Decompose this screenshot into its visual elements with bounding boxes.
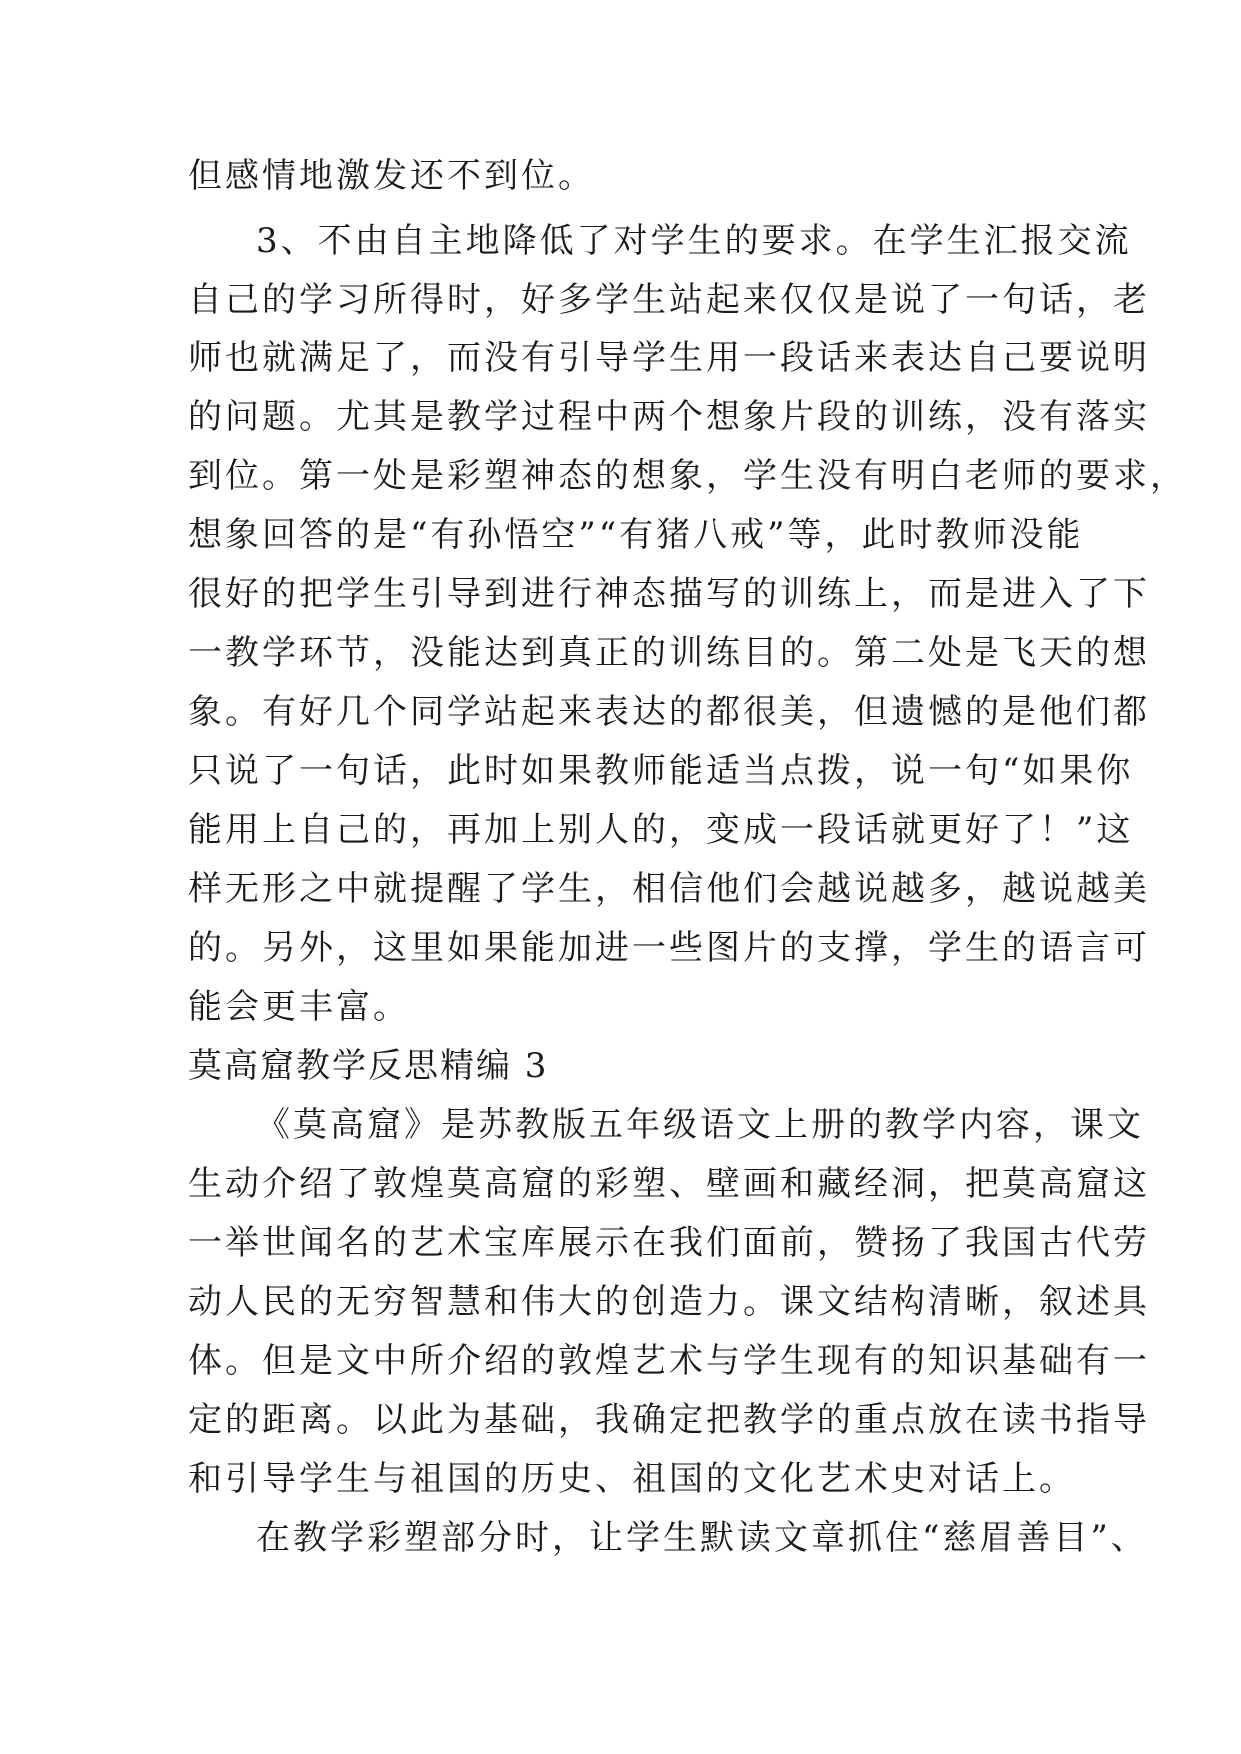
paragraph-line: 想象回答的是“有孙悟空”“有猪八戒”等，此时教师没能 — [188, 515, 1084, 555]
paragraph-line: 在教学彩塑部分时，让学生默读文章抓住“慈眉善目”、 — [256, 1518, 1148, 1558]
paragraph-line: 生动介绍了敦煌莫高窟的彩塑、壁画和藏经洞，把莫高窟这 — [188, 1164, 1150, 1204]
paragraph-line: 的。另外，这里如果能加进一些图片的支撑，学生的语言可 — [188, 928, 1150, 968]
paragraph-line: 能用上自己的，再加上别人的，变成一段话就更好了！”这 — [188, 810, 1134, 850]
paragraph-line: 象。有好几个同学站起来表达的都很美，但遗憾的是他们都 — [188, 692, 1150, 732]
paragraph-line: 动人民的无穷智慧和伟大的创造力。课文结构清晰，叙述具 — [188, 1282, 1150, 1322]
section-heading: 莫高窟教学反思精编 3 — [188, 1046, 549, 1086]
paragraph-line: 能会更丰富。 — [188, 987, 410, 1027]
paragraph-line: 和引导学生与祖国的历史、祖国的文化艺术史对话上。 — [188, 1459, 1076, 1499]
paragraph-line: 自己的学习所得时，好多学生站起来仅仅是说了一句话，老 — [188, 280, 1150, 320]
paragraph-line: 《莫高窟》是苏教版五年级语文上册的教学内容，课文 — [256, 1105, 1144, 1145]
paragraph-line: 样无形之中就提醒了学生，相信他们会越说越多，越说越美 — [188, 869, 1150, 909]
paragraph-line: 师也就满足了，而没有引导学生用一段话来表达自己要说明 — [188, 338, 1150, 378]
paragraph-line: 很好的把学生引导到进行神态描写的训练上，而是进入了下 — [188, 574, 1150, 614]
paragraph-line: 一举世闻名的艺术宝库展示在我们面前，赞扬了我国古代劳 — [188, 1223, 1150, 1263]
paragraph-line: 一教学环节，没能达到真正的训练目的。第二处是飞天的想 — [188, 633, 1150, 673]
paragraph-line: 只说了一句话，此时如果教师能适当点拨，说一句“如果你 — [188, 751, 1134, 791]
paragraph-line: 体。但是文中所介绍的敦煌艺术与学生现有的知识基础有一 — [188, 1341, 1150, 1381]
paragraph-line: 定的距离。以此为基础，我确定把教学的重点放在读书指导 — [188, 1400, 1150, 1440]
paragraph-line: 的问题。尤其是教学过程中两个想象片段的训练，没有落实 — [188, 397, 1150, 437]
paragraph-line: 但感情地激发还不到位。 — [188, 156, 595, 196]
paragraph-line: 到位。第一处是彩塑神态的想象，学生没有明白老师的要求， — [188, 456, 1187, 496]
paragraph-line: 3、不由自主地降低了对学生的要求。在学生汇报交流 — [256, 221, 1132, 261]
